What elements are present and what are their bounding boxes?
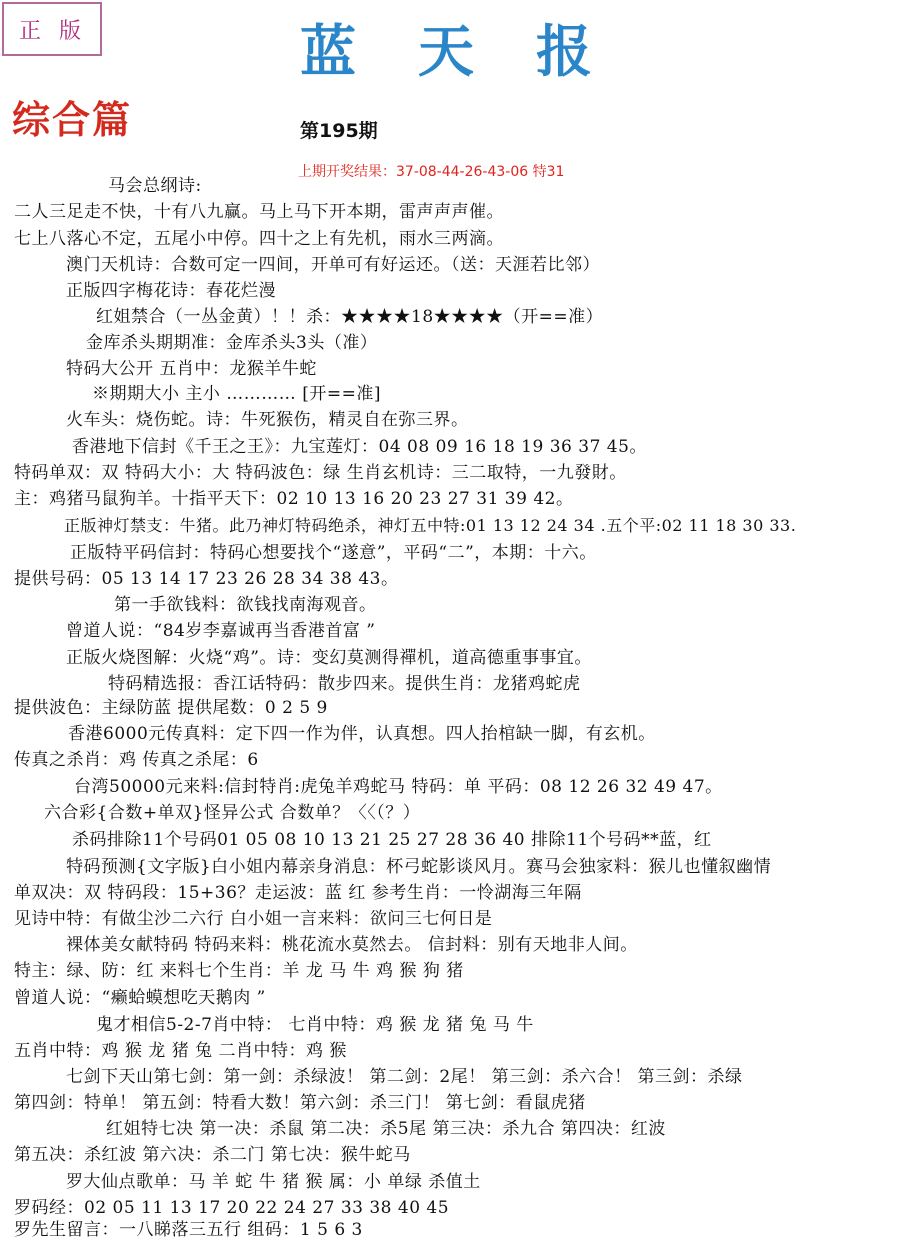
text-line: 火车头：烧伤蛇。诗：牛死猴伤，精灵自在弥三界。: [66, 410, 469, 430]
text-line: 特码精选报：香江话特码：散步四来。提供生肖：龙猪鸡蛇虎: [108, 674, 581, 694]
text-line: 见诗中特：有做尘沙二六行 白小姐一言来料：欲问三七何日是: [14, 909, 493, 929]
text-line: 红姐特七决 第一决：杀鼠 第二决：杀5尾 第三决：杀九合 第四决：红波: [106, 1119, 666, 1139]
text-line: 第一手欲钱料：欲钱找南海观音。: [114, 595, 377, 615]
text-line: 第五决：杀红波 第六决：杀二门 第七决：猴牛蛇马: [14, 1145, 411, 1165]
text-line: 二人三足走不快，十有八九赢。马上马下开本期，雷声声声催。: [14, 202, 504, 222]
text-line: 特码大公开 五肖中：龙猴羊牛蛇: [66, 359, 317, 379]
text-line: 杀码排除11个号码01 05 08 10 13 21 25 27 28 36 40 排除11个号码**蓝，红: [72, 830, 712, 850]
text-line: 正版火烧图解：火烧“鸡”。诗：变幻莫测得禪机，道高德重事事宜。: [66, 648, 592, 668]
text-line: 主：鸡猪马鼠狗羊。十指平天下：02 10 13 16 20 23 27 31 39 42。: [14, 489, 574, 509]
text-line: 七剑下天山第七剑：第一剑：杀绿波！ 第二剑：2尾！ 第三剑：杀六合！ 第三剑：杀绿: [66, 1067, 743, 1087]
last-draw-result: 上期开奖结果：37-08-44-26-43-06 特31: [298, 164, 565, 180]
text-line: 香港地下信封《千王之王》：九宝莲灯：04 08 09 16 18 19 36 37 45。: [72, 437, 647, 457]
text-line: 七上八落心不定，五尾小中停。四十之上有先机，雨水三两滴。: [14, 229, 504, 249]
text-line: 曾道人说：“癞蛤蟆想吃天鹅肉 ”: [14, 988, 266, 1008]
text-line: 正版特平码信封：特码心想要找个“遂意”，平码“二”，本期：十六。: [70, 543, 597, 563]
newspaper-title: 蓝天报: [300, 19, 654, 85]
text-line: 五肖中特：鸡 猴 龙 猪 兔 二肖中特：鸡 猴: [14, 1041, 347, 1061]
text-line: 正版四字梅花诗：春花烂漫: [66, 281, 276, 301]
text-line: 鬼才相信5-2-7肖中特： 七肖中特：鸡 猴 龙 猪 兔 马 牛: [96, 1015, 534, 1035]
section-title: 综合篇: [12, 97, 133, 142]
text-line: 正版神灯禁支：牛猪。此乃神灯特码绝杀，神灯五中特:01 13 12 24 34 .五个平:02 11 18 30 33.: [64, 516, 797, 535]
text-line: ※期期大小 主小 ………… [开==准]: [92, 384, 381, 404]
issue-number: 第195期: [300, 120, 378, 142]
text-line: 红姐禁合（一丛金黄）！！杀：★★★★18★★★★（开==准）: [96, 307, 604, 327]
text-line: 金库杀头期期准：金库杀头3头（准）: [86, 333, 378, 353]
text-line: 马会总纲诗:: [108, 176, 202, 196]
genuine-badge: 正版: [2, 2, 102, 56]
text-line: 罗大仙点歌单：马 羊 蛇 牛 猪 猴 属：小 单绿 杀值土: [66, 1172, 481, 1192]
text-line: 澳门天机诗：合数可定一四间，开单可有好运还。（送：天涯若比邻）: [66, 255, 600, 275]
text-line: 曾道人说：“84岁李嘉诚再当香港首富 ”: [66, 621, 376, 641]
text-line: 提供号码：05 13 14 17 23 26 28 34 38 43。: [14, 569, 399, 589]
text-line: 特码单双：双 特码大小：大 特码波色：绿 生肖玄机诗：三二取特，一九發財。: [14, 463, 627, 483]
text-line: 提供波色：主绿防蓝 提供尾数：0 2 5 9: [14, 698, 328, 718]
text-line: 单双决：双 特码段：15+36？走运波：蓝 红 参考生肖：一怜湖海三年隔: [14, 883, 582, 903]
text-line: 第四剑：特单！ 第五剑：特看大数！第六剑：杀三门！ 第七剑：看鼠虎猪: [14, 1093, 586, 1113]
text-line: 传真之杀肖：鸡 传真之杀尾：6: [14, 750, 259, 770]
text-line: 台湾50000元来料:信封特肖:虎兔羊鸡蛇马 特码：单 平码：08 12 26 32 49 47。: [74, 777, 723, 797]
text-line: 香港6000元传真料：定下四一作为伴，认真想。四人抬棺缺一脚，有玄机。: [68, 724, 656, 744]
text-line: 罗码经：02 05 11 13 17 20 22 24 27 33 38 40 45: [14, 1198, 450, 1218]
text-line: 六合彩{合数+单双}怪异公式 合数单？〈〈（？）: [44, 803, 421, 823]
text-line: 特主：绿、防：红 来料七个生肖：羊 龙 马 牛 鸡 猴 狗 猪: [14, 961, 464, 981]
text-line: 特码预测{文字版}白小姐内幕亲身消息：杯弓蛇影谈风月。赛马会独家料：猴儿也懂叙幽情: [66, 857, 772, 877]
text-line: 裸体美女献特码 特码来料：桃花流水莫然去。 信封料：别有天地非人间。: [66, 935, 638, 955]
text-line: 罗先生留言：一八睇落三五行 组码：1 5 6 3: [14, 1220, 363, 1240]
